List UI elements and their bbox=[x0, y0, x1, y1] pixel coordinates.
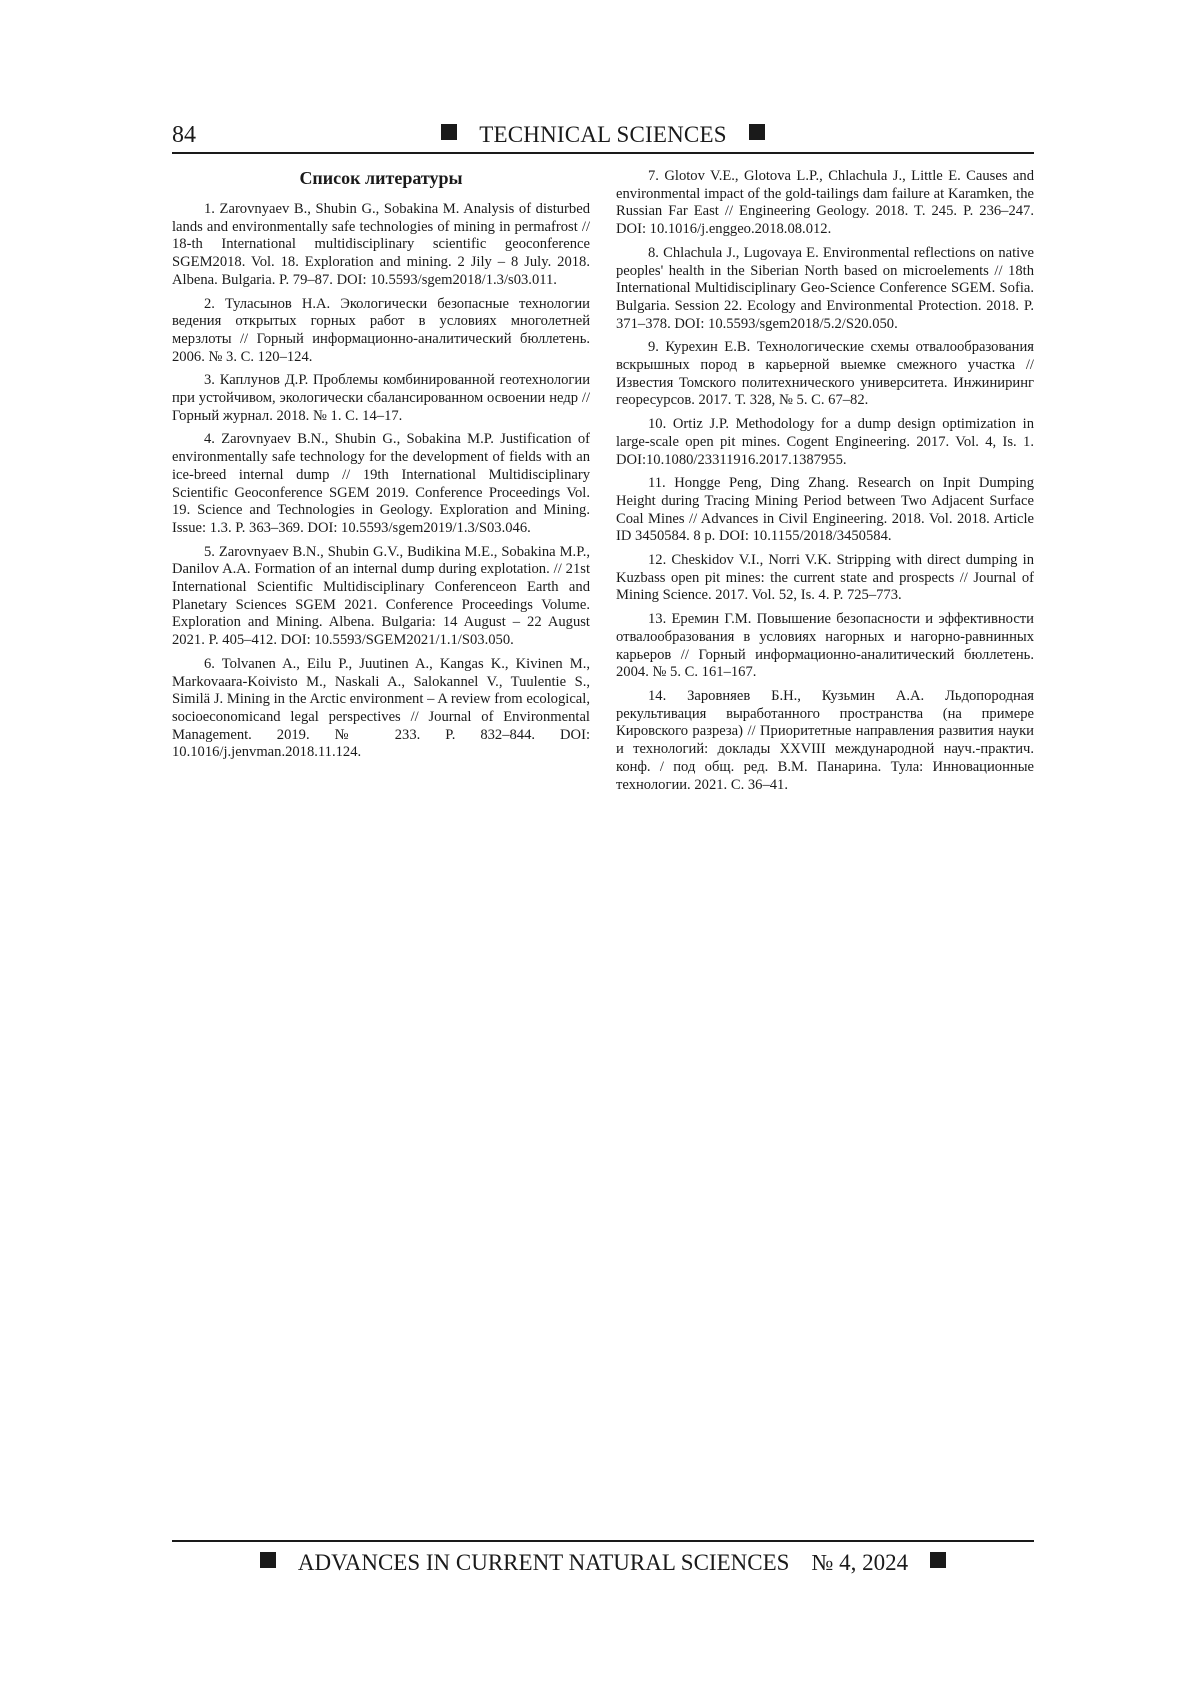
references-heading: Список литературы bbox=[299, 168, 463, 188]
issue-number: № 4, 2024 bbox=[811, 1550, 909, 1575]
reference-item: 10. Ortiz J.P. Methodology for a dump design optimization in large-scale open pit mines. Cogent Engineering. 2017. Vol. 4, Is. 1. DOI:10.1080/23311916.2017.1387955. bbox=[616, 416, 1034, 468]
reference-item: 9. Курехин Е.В. Технологические схемы отвалообразования вскрышных пород в карьерной выемке смежного участка // Известия Томского политехнического университета. Инжиниринг георесурсов. 2017. Т. 328, № 5. С. 67–82. bbox=[616, 339, 1034, 409]
square-bullet-icon bbox=[749, 124, 765, 140]
page-number: 84 bbox=[172, 122, 196, 148]
reference-item: 12. Cheskidov V.I., Norri V.K. Stripping with direct dumping in Kuzbass open pit mines: the current state and prospects // Journal of Mining Science. 2017. Vol. 52, Is. 4. P. 725–773. bbox=[616, 552, 1034, 604]
page-header bbox=[172, 118, 1034, 154]
square-bullet-icon bbox=[930, 1552, 946, 1568]
reference-item: 7. Glotov V.E., Glotova L.P., Chlachula J., Little E. Causes and environmental impact of the gold-tailings dam failure at Karamken, the Russian Far East // Engineering Geology. 2018. T. 245. P. 236–247. DOI: 10.1016/j.enggeo.2018.08.012. bbox=[616, 168, 1034, 238]
reference-item: 2. Туласынов Н.А. Экологически безопасные технологии ведения открытых горных работ в условиях многолетней мерзлоты // Горный информационно-аналитический бюллетень. 2006. № 3. С. 120–124. bbox=[172, 295, 590, 365]
reference-item: 5. Zarovnyaev B.N., Shubin G.V., Budikina M.E., Sobakina M.P., Danilov A.A. Formation of an internal dump during explotation. // 21st International Scientific Multidisciplinary Conferenceon Earth and Planetary Sciences SGEM 2021. Conference Proceedings Volume. Exploration and Mining. Albena. Bulgaria: 14 August – 22 August 2021. P. 405–412. DOI: 10.5593/SGEM2021/1.1/S03.050. bbox=[172, 543, 590, 649]
reference-item: 6. Tolvanen A., Eilu P., Juutinen A., Kangas K., Kivinen M., Markovaara-Koivisto M., Naskali A., Salokannel V., Tuulentie S., Similä J. Mining in the Arctic environment – A review from ecological, socioeconomicand legal perspectives // Journal of Environmental Management. 2019. № 233. P. 832–844. DOI: 10.1016/j.jenvman.2018.11.124. bbox=[172, 655, 590, 761]
page-footer bbox=[172, 1540, 1034, 1576]
square-bullet-icon bbox=[441, 124, 457, 140]
reference-item: 4. Zarovnyaev B.N., Shubin G., Sobakina M.P. Justification of environmentally safe technology for the development of fields with an ice-breed internal dump // 19th International Multidisciplinary Scientific Geoconference SGEM 2019. Conference Proceedings Vol. 19. Science and Technologies in Geology. Exploration and Mining. Issue: 1.3. P. 363–369. DOI: 10.5593/sgem2019/1.3/S03.046. bbox=[172, 431, 590, 536]
reference-item: 11. Hongge Peng, Ding Zhang. Research on Inpit Dumping Height during Tracing Mining Period between Two Adjacent Surface Coal Mines // Advances in Civil Engineering. 2018. Vol. 2018. Article ID 3450584. 8 p. DOI: 10.1155/2018/3450584. bbox=[616, 475, 1034, 545]
reference-item: 8. Chlachula J., Lugovaya E. Environmental reflections on native peoples' health in the Siberian North based on microelements // 18th International Multidisciplinary Geo-Science Conference SGEM. Sofia. Bulgaria. Session 22. Ecology and Environmental Protection. 2018. P. 371–378. DOI: 10.5593/sgem2018/5.2/S20.050. bbox=[616, 244, 1034, 332]
references-column-right bbox=[616, 168, 1034, 800]
reference-item: 1. Zarovnyaev B., Shubin G., Sobakina M. Analysis of disturbed lands and environmentally safe technologies of mining in permafrost // 18-th International multidisciplinary scientific geoconference SGEM2018. Vol. 18. Exploration and mining. 2 Jily – 8 July. 2018. Albena. Bulgaria. P. 79–87. DOI: 10.5593/sgem2018/1.3/s03.011. bbox=[172, 201, 590, 288]
references-column-left bbox=[172, 168, 590, 768]
running-title bbox=[172, 122, 1034, 148]
reference-item: 14. Заровняев Б.Н., Кузьмин А.А. Льдопородная рекультивация выработанного пространства (на примере Кировского разреза) // Приоритетные направления развития науки и технологий: доклады XXVIII международной науч.-практич. конф. / под общ. ред. В.М. Панарина. Тула: Инновационные технологии. 2021. С. 36–41. bbox=[616, 687, 1034, 793]
reference-item: 13. Еремин Г.М. Повышение безопасности и эффективности отвалообразования в условиях нагорных и нагорно-равнинных карьеров // Горный информационно-аналитический бюллетень. 2004. № 5. С. 161–167. bbox=[616, 611, 1034, 681]
journal-name: ADVANCES IN CURRENT NATURAL SCIENCES bbox=[297, 1550, 790, 1575]
running-title-text: TECHNICAL SCIENCES bbox=[479, 122, 727, 147]
square-bullet-icon bbox=[260, 1552, 276, 1568]
reference-item: 3. Каплунов Д.Р. Проблемы комбинированной геотехнологии при устойчивом, экологически сбалансированном освоении недр // Горный журнал. 2018. № 1. С. 14–17. bbox=[172, 372, 590, 424]
